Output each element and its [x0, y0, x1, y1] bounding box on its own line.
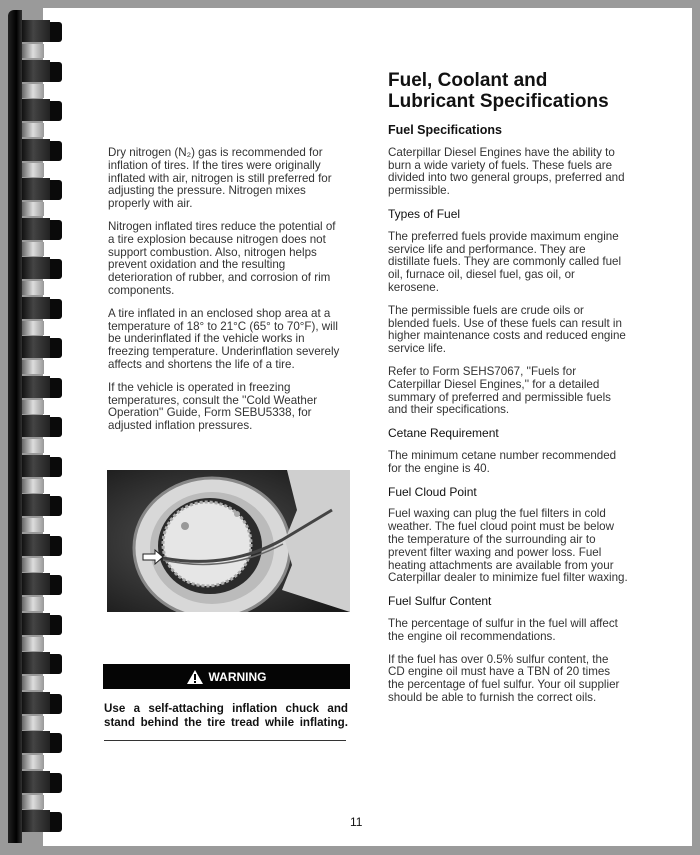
binding-gap: [22, 281, 44, 295]
paragraph-sulfur-2: If the fuel has over 0.5% sulfur content, the CD engine oil must have a TBN of 20 times the percentage of fuel sulfur. Your oil supplier should be able to furnish the correct oils.: [388, 652, 620, 704]
warning-text: Use a self-attaching inflation chuck and stand behind the tire tread while inflating.: [104, 702, 348, 729]
binding-tooth: [22, 613, 62, 635]
binding-gap: [22, 439, 44, 453]
binding-gap: [22, 716, 44, 730]
binding-gap: [22, 795, 44, 809]
binding-tooth: [22, 376, 62, 398]
paragraph-permissible-fuels: The permissible fuels are crude oils or blended fuels. Use of these fuels can result in higher maintenance costs and reduced engine service life.: [388, 303, 626, 356]
paragraph-shop-temperature: A tire inflated in an enclosed shop area at a temperature of 18° to 21°C (65° to 70°F), will be underinflated if the vehicle works in freezing temperature. Underinflation severely affects and shortens the life of a tire.: [108, 306, 340, 371]
binding-gap: [22, 44, 44, 58]
paragraph-nitrogen: Dry nitrogen (N₂) gas is recommended for inflation of tires. If the tires were originally inflated with air, nitrogen is still preferred for adjusting the pressure. Nitrogen mixes properly with air.: [108, 146, 332, 211]
binding-tooth: [22, 455, 62, 477]
binding-tooth: [22, 534, 62, 556]
binding-gap: [22, 558, 44, 572]
binding-gap: [22, 518, 44, 532]
paragraph-nitrogen-benefits: Nitrogen inflated tires reduce the potential of a tire explosion because nitrogen does not support combustion. Also, nitrogen helps prevent oxidation and the resulting deterioration of rubber, and corrosion of rim components.: [108, 219, 336, 297]
binding-gap: [22, 202, 44, 216]
paragraph-fuel-intro: Caterpillar Diesel Engines have the ability to burn a wide variety of fuels. These fuels are divided into two general groups, preferred and permissible.: [388, 145, 625, 198]
warning-triangle-icon: [187, 670, 203, 684]
warning-divider: [104, 740, 346, 741]
heading-sulfur: Fuel Sulfur Content: [388, 594, 492, 609]
binding-tooth: [22, 99, 62, 121]
warning-banner: [103, 664, 350, 689]
binding-gap: [22, 84, 44, 98]
binding-tooth: [22, 60, 62, 82]
binding-tooth: [22, 692, 62, 714]
binding-gap: [22, 123, 44, 137]
binding-gap: [22, 360, 44, 374]
binding-gap: [22, 755, 44, 769]
paragraph-sulfur-1: The percentage of sulfur in the fuel will affect the engine oil recommendations.: [388, 616, 618, 643]
page-title: Fuel, Coolant and Lubricant Specifications: [388, 70, 609, 112]
binding-gap: [22, 163, 44, 177]
binding-gap: [22, 242, 44, 256]
left-column: [108, 147, 340, 443]
paragraph-refer-form: Refer to Form SEHS7067, ''Fuels for Caterpillar Diesel Engines,'' for a detailed summary of preferred and permissible fuels and their specifications.: [388, 364, 611, 417]
binding-tooth: [22, 415, 62, 437]
binding-tooth: [22, 139, 62, 161]
paragraph-cetane: The minimum cetane number recommended for the engine is 40.: [388, 448, 617, 475]
binding-tooth: [22, 218, 62, 240]
binding-tooth: [22, 20, 62, 42]
binding-tooth: [22, 297, 62, 319]
binding-tooth: [22, 257, 62, 279]
right-column: [388, 70, 628, 715]
binding-tooth: [22, 494, 62, 516]
binding-tooth: [22, 178, 62, 200]
heading-types-of-fuel: Types of Fuel: [388, 206, 461, 221]
paragraph-freezing: If the vehicle is operated in freezing temperatures, consult the ''Cold Weather Operation'' Guide, Form SEBU5338, for adjusted inflation pressures.: [108, 380, 318, 433]
binding-gap: [22, 321, 44, 335]
page-number: 11: [350, 815, 363, 829]
heading-cetane: Cetane Requirement: [388, 426, 499, 441]
binding-spine: [8, 10, 22, 843]
binding-gap: [22, 597, 44, 611]
binding-gap: [22, 637, 44, 651]
section-heading-fuel-specifications: Fuel Specifications: [388, 123, 502, 137]
binding-tooth: [22, 573, 62, 595]
heading-cloud-point: Fuel Cloud Point: [388, 484, 477, 499]
binding-tooth: [22, 810, 62, 832]
paragraph-cloud-point: Fuel waxing can plug the fuel filters in cold weather. The fuel cloud point must be below the temperature of the surrounding air to prevent filter waxing and power loss. Fuel heating attachments are available from your Caterpillar dealer to minimize fuel filter waxing.: [388, 507, 628, 585]
binding-tooth: [22, 652, 62, 674]
binding-tooth: [22, 731, 62, 753]
binding-gap: [22, 676, 44, 690]
binding-tooth: [22, 336, 62, 358]
binding-gap: [22, 400, 44, 414]
tire-photo-illustration: [107, 470, 350, 612]
binding-tooth: [22, 771, 62, 793]
binding-gap: [22, 479, 44, 493]
warning-label: WARNING: [208, 669, 267, 684]
tire-inflation-photo: [107, 470, 350, 612]
paragraph-preferred-fuels: The preferred fuels provide maximum engine service life and performance. They are distillate fuels. They are commonly called fuel oil, furnace oil, diesel fuel, gas oil, or kerosene.: [388, 229, 622, 294]
